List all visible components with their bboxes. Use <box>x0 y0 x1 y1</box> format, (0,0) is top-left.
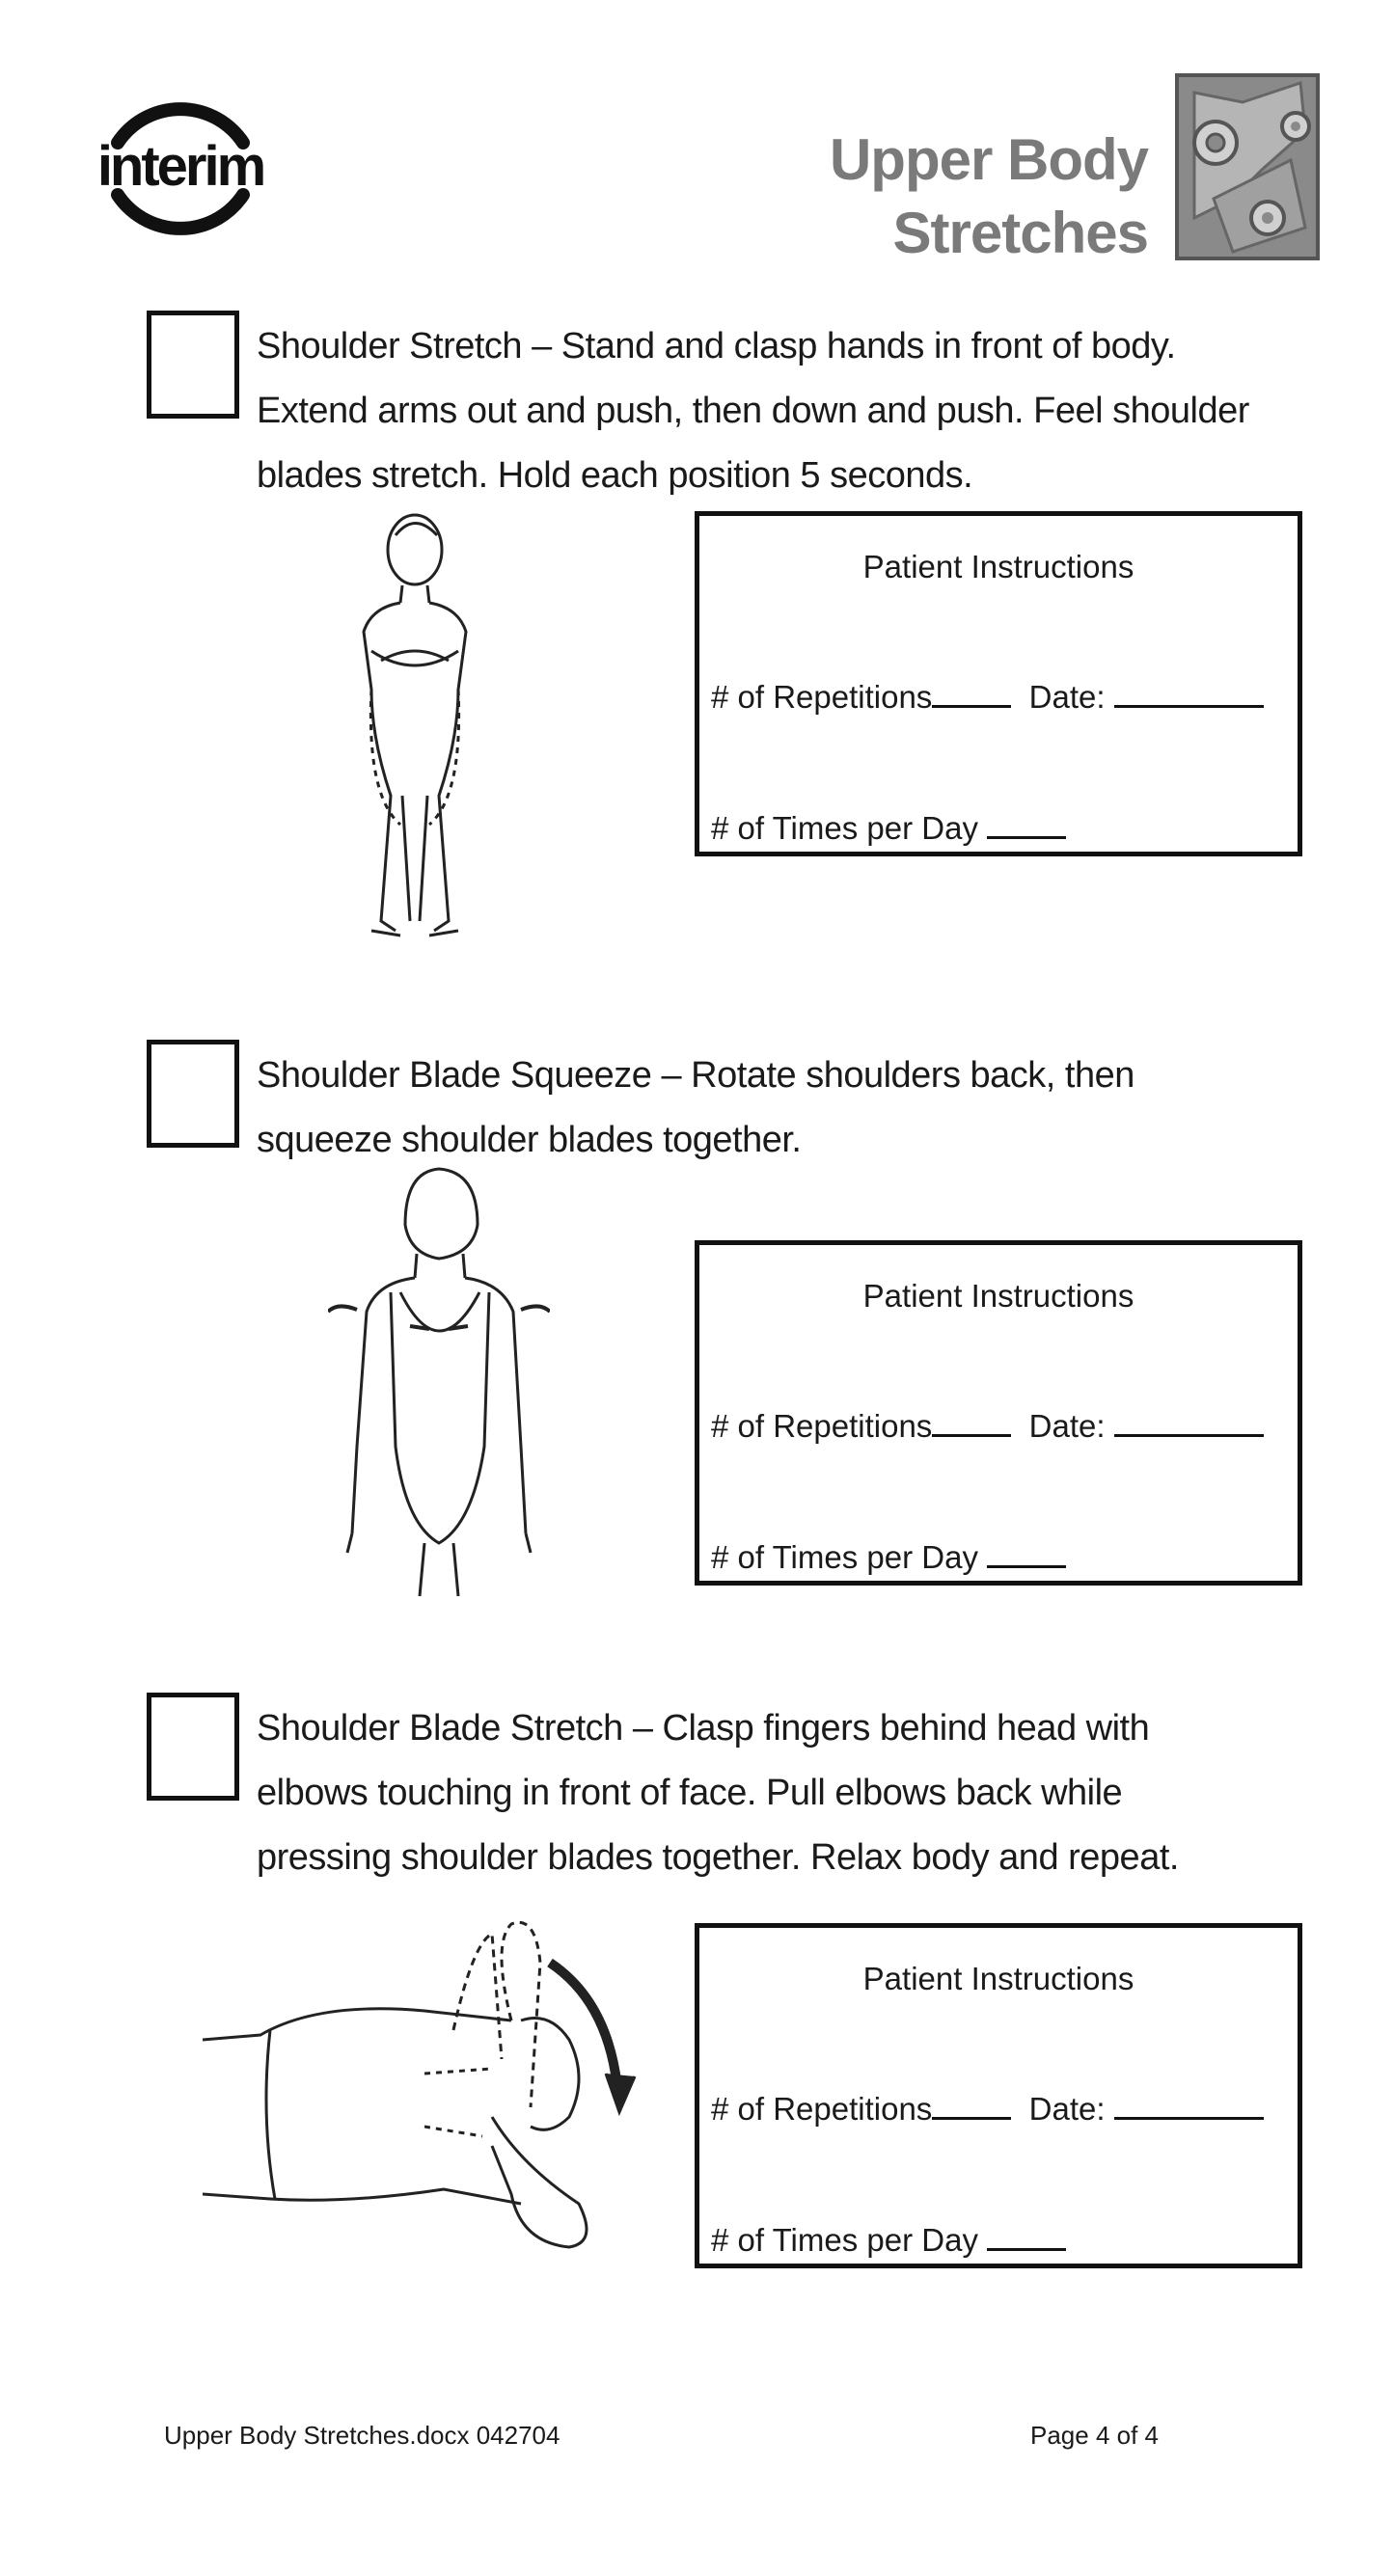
times-row <box>711 1538 1066 1576</box>
exercise-3-checkbox[interactable] <box>147 1693 239 1801</box>
logo-ring-icon <box>89 68 272 270</box>
times-label: # of Times per Day <box>711 2222 978 2258</box>
interim-logo <box>89 68 272 270</box>
date-field[interactable] <box>1114 1407 1264 1437</box>
times-row <box>711 809 1066 847</box>
page-title <box>830 123 1148 270</box>
date-label: Date: <box>1028 1408 1106 1444</box>
exercise-1-checkbox[interactable] <box>147 311 239 419</box>
repetitions-label: # of Repetitions <box>711 679 933 715</box>
exercise-2-checkbox[interactable] <box>147 1040 239 1148</box>
standing-person-illustration <box>342 506 487 945</box>
panel-title: Patient Instructions <box>862 1961 1134 1996</box>
exercise-2-description: Shoulder Blade Squeeze – Rotate shoulders back, then squeeze shoulder blades together. <box>257 1055 1134 1160</box>
date-label: Date: <box>1028 2091 1106 2127</box>
date-field[interactable] <box>1114 678 1264 708</box>
panel-title: Patient Instructions <box>862 549 1134 584</box>
date-label: Date: <box>1028 679 1106 715</box>
times-field[interactable] <box>987 809 1066 839</box>
patient-instructions-panel-2 <box>695 1240 1302 1586</box>
times-row <box>711 2221 1066 2259</box>
person-lying-down-illustration <box>203 1914 637 2252</box>
exercise-3-description: Shoulder Blade Stretch – Clasp fingers behind head with elbows touching in front of face. Pull elbows back while pressing shoulder blades together. Relax body and repeat. <box>257 1708 1179 1878</box>
patient-instructions-panel-3 <box>695 1923 1302 2268</box>
page-title-line1: Upper Body <box>829 127 1148 192</box>
repetitions-row <box>711 678 1264 716</box>
repetitions-label: # of Repetitions <box>711 2091 933 2127</box>
date-field[interactable] <box>1114 2090 1264 2120</box>
exercise-1-description: Shoulder Stretch – Stand and clasp hands in front of body. Extend arms out and push, then down and push. Feel shoulder blades stretch. Hold each position 5 seconds. <box>257 326 1249 496</box>
pulley-graphic-icon <box>1175 73 1320 260</box>
repetitions-field[interactable] <box>932 2090 1011 2120</box>
logo-text: interim <box>96 135 264 198</box>
repetitions-field[interactable] <box>932 1407 1011 1437</box>
page-title-line2: Stretches <box>892 201 1148 265</box>
person-back-view-illustration <box>328 1157 550 1601</box>
repetitions-label: # of Repetitions <box>711 1408 933 1444</box>
patient-instructions-panel-1 <box>695 511 1302 856</box>
footer-filename: Upper Body Stretches.docx 042704 <box>164 2421 560 2450</box>
times-label: # of Times per Day <box>711 810 978 846</box>
times-field[interactable] <box>987 2221 1066 2251</box>
panel-title: Patient Instructions <box>862 1278 1134 1314</box>
repetitions-row <box>711 1407 1264 1445</box>
times-label: # of Times per Day <box>711 1539 978 1575</box>
times-field[interactable] <box>987 1538 1066 1568</box>
repetitions-field[interactable] <box>932 678 1011 708</box>
footer-page-number: Page 4 of 4 <box>1030 2421 1159 2450</box>
repetitions-row <box>711 2090 1264 2128</box>
